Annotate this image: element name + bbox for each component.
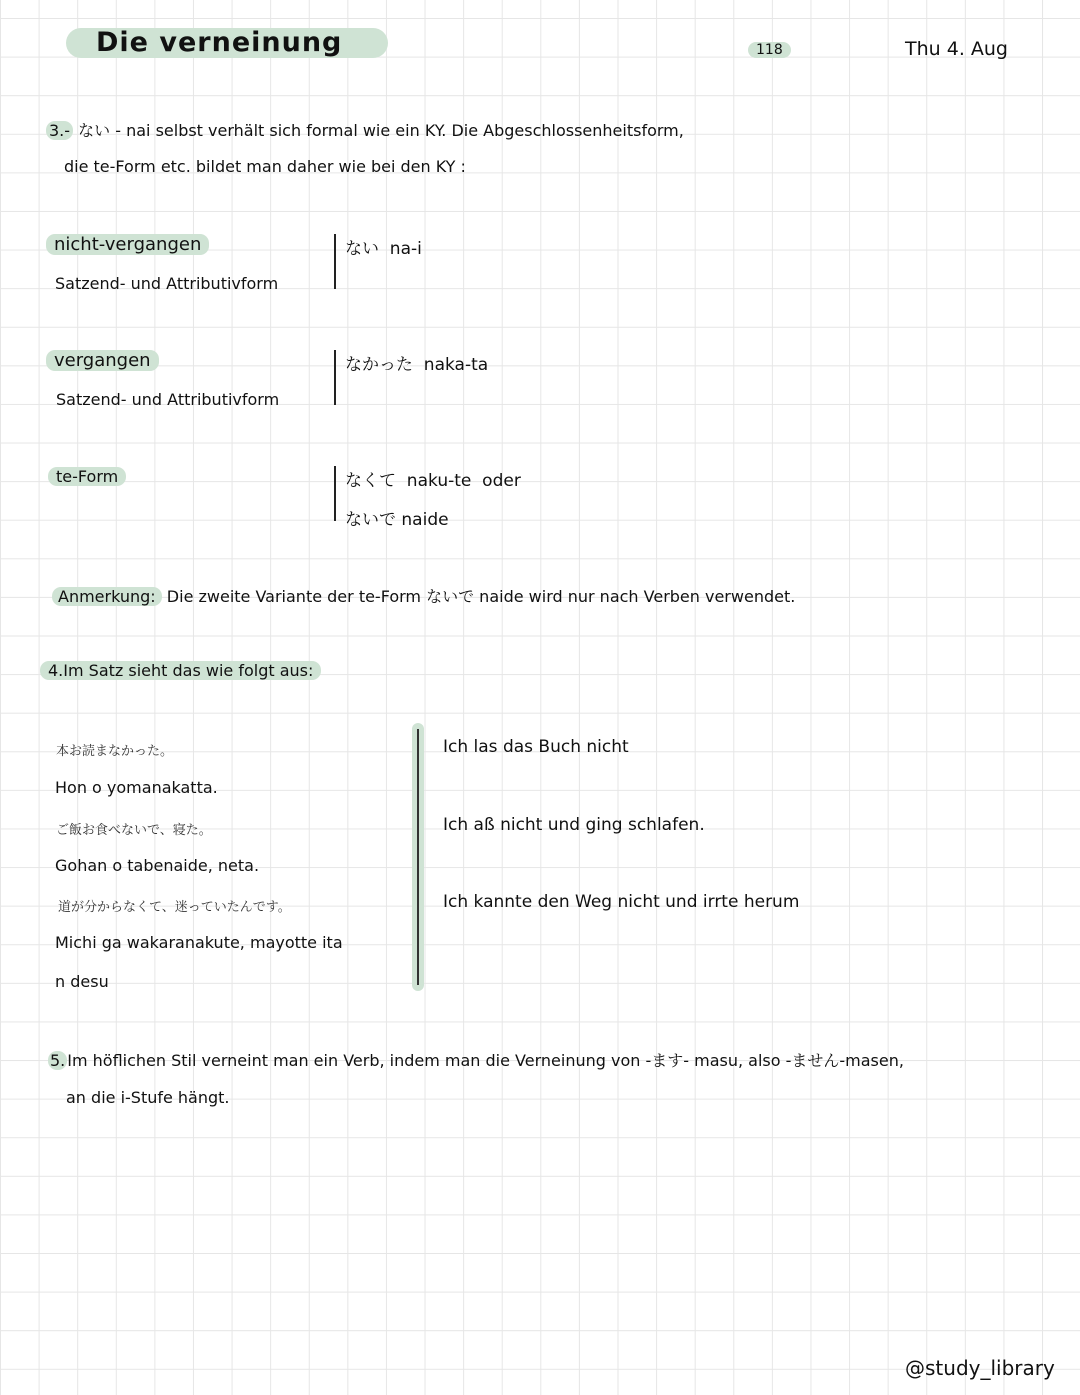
section3-number: 3.- — [46, 121, 73, 140]
example-japanese: ご飯お食べないで、寝た。 — [56, 823, 212, 838]
form-label-past: vergangen — [46, 350, 159, 371]
example-japanese: 本お読まなかった。 — [56, 744, 174, 759]
form-sublabel-present: Satzend- und Attributivform — [55, 274, 279, 293]
example-german: Ich kannte den Weg nicht und irrte herum — [443, 892, 800, 912]
example-german: Ich aß nicht und ging schlafen. — [443, 815, 705, 835]
example-japanese: 道が分からなくて、迷っていたんです。 — [58, 900, 291, 915]
form-sublabel-past: Satzend- und Attributivform — [56, 390, 280, 409]
divider-line — [334, 350, 336, 405]
divider-line — [334, 466, 336, 521]
divider-line — [334, 234, 336, 289]
form-value-past: なかった naka-ta — [345, 355, 489, 375]
example-romaji-cont: n desu — [55, 972, 109, 991]
form-value-te-1: なくて naku-te oder — [345, 471, 521, 491]
page-number: 118 — [748, 42, 791, 58]
date: Thu 4. Aug — [905, 38, 1008, 60]
form-value-te-2: ないで naide — [345, 510, 449, 530]
example-german: Ich las das Buch nicht — [443, 737, 629, 757]
signature: @study_library — [905, 1356, 1055, 1380]
note — [52, 584, 795, 607]
example-romaji: Hon o yomanakatta. — [55, 778, 218, 797]
form-label-te: te-Form — [48, 467, 126, 486]
form-label-present: nicht-vergangen — [46, 234, 209, 255]
note-text: Die zweite Variante der te-Form ないで naide wird nur nach Verben verwendet. — [166, 587, 796, 606]
example-divider-bar — [412, 723, 424, 991]
page-title: Die verneinung — [66, 28, 388, 58]
note-label: Anmerkung: — [52, 587, 162, 606]
section5-line2: an die i-Stufe hängt. — [66, 1088, 230, 1107]
section5-line1 — [48, 1048, 904, 1071]
section5-text: Im höflichen Stil verneint man ein Verb, indem man die Verneinung von -ます- masu, also -ません-masen, — [67, 1051, 904, 1070]
section3-line1 — [46, 118, 684, 141]
section3-text: ない - nai selbst verhält sich formal wie ein KY. Die Abgeschlossenheitsform, — [78, 121, 684, 140]
section4-heading: 4.Im Satz sieht das wie folgt aus: — [40, 661, 321, 680]
example-romaji: Michi ga wakaranakute, mayotte ita — [55, 933, 343, 952]
section3-line2: die te-Form etc. bildet man daher wie bei den KY : — [64, 157, 466, 176]
form-value-present: ない na-i — [345, 239, 422, 259]
section5-number: 5. — [50, 1051, 66, 1070]
example-romaji: Gohan o tabenaide, neta. — [55, 856, 260, 875]
